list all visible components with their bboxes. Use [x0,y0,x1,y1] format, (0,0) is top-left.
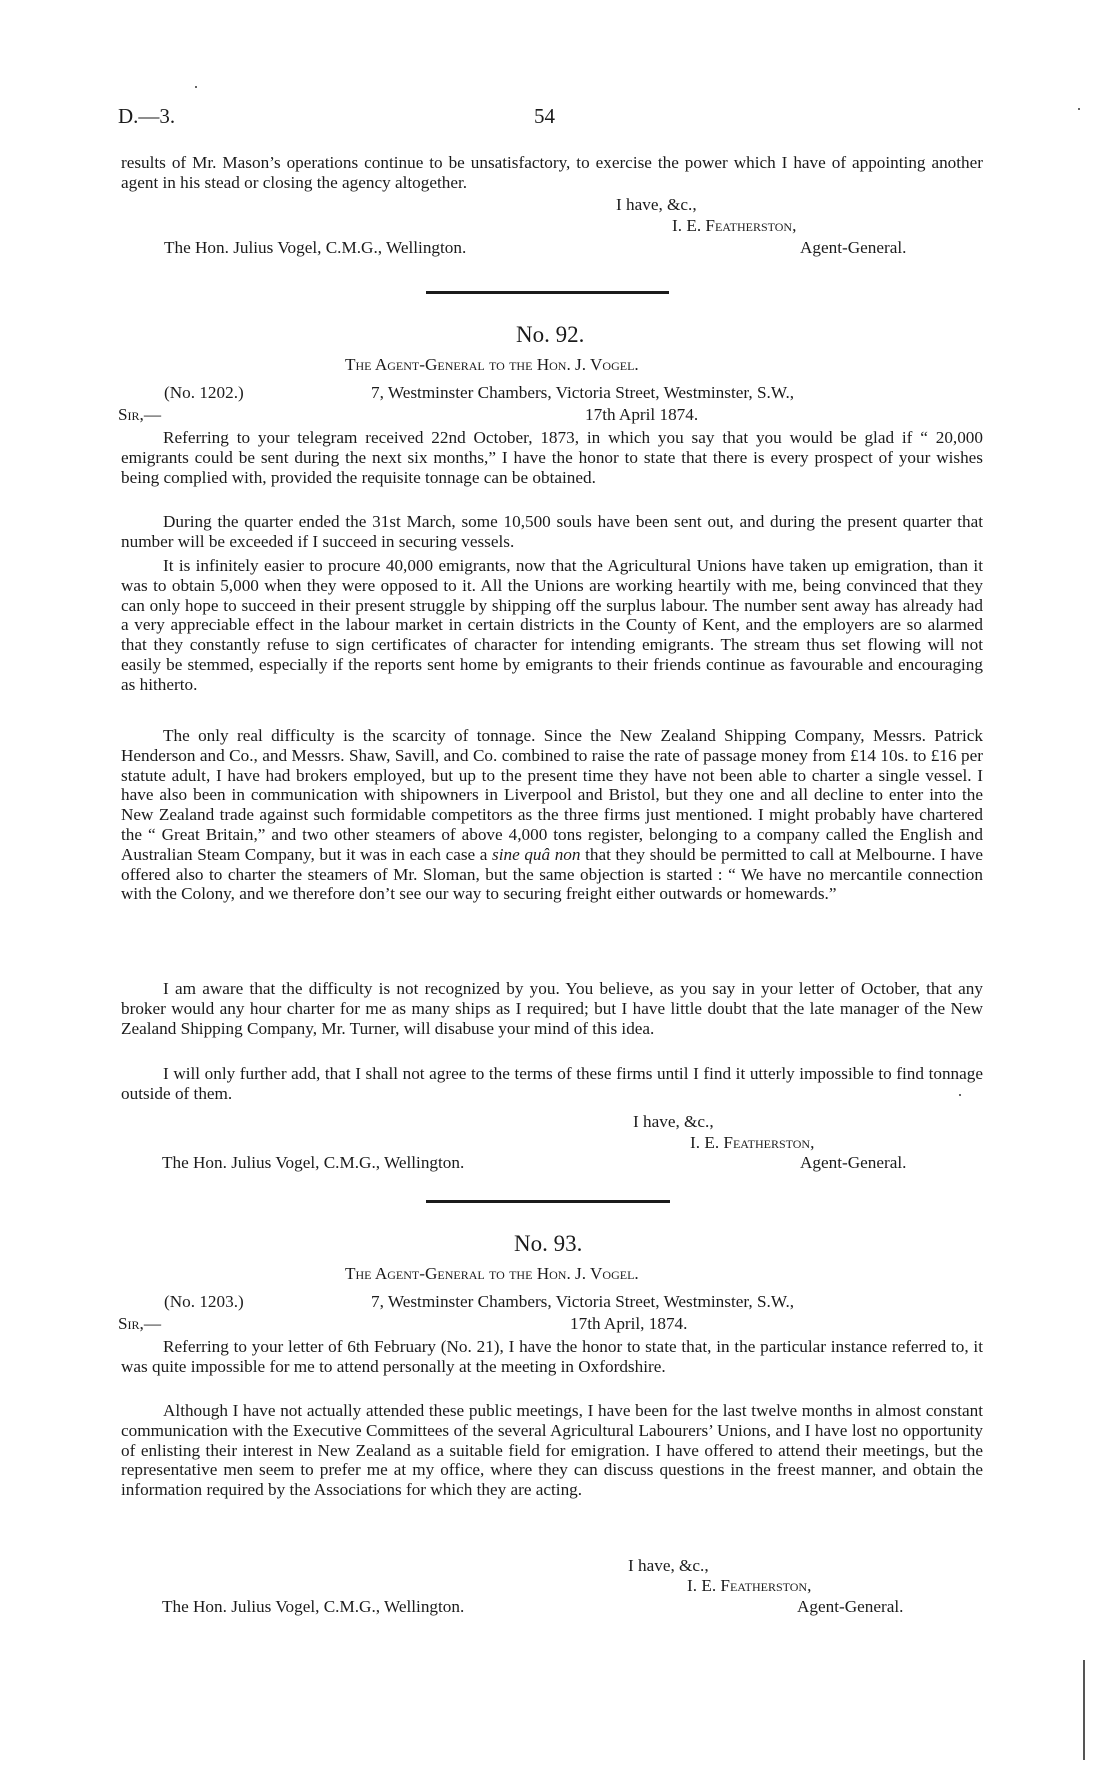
letter-92-signature-title: Agent-General. [800,1153,907,1172]
letter-92-paragraph-6: I will only further add, that I shall not agree to the terms of these firms until I find it utterly impossible to find tonnage outside of them. [121,1064,983,1103]
intro-closing: I have, &c., [616,195,697,214]
scan-speck [959,1094,961,1096]
letter-92-paragraph-3: It is infinitely easier to procure 40,000 emigrants, now that the Agricultural Unions have taken up emigration, than it was to obtain 5,000 when they were opposed to it. All the Unions are working heartily with me, being convinced that they can only hope to succeed in their present struggle by shipping off the surplus labour. The number sent away has already had a very appreciable effect in the labour market in certain districts in the County of Kent, and the employers are so alarmed that they constantly refuse to sign certificates of character for intending emigrants. The stream thus set flowing will not easily be stemmed, especially if the reports sent home by emigrants to their friends continue as favourable and encouraging as hitherto. [121,556,983,694]
letter-92-addressee: The Hon. Julius Vogel, C.M.G., Wellington. [162,1153,465,1172]
letter-92-salutation: Sir,— [118,405,162,424]
scan-speck [1078,108,1080,110]
document-code: D.—3. [118,104,176,128]
intro-signature: I. E. Featherston, [672,216,797,235]
letter-93-closing: I have, &c., [628,1556,709,1575]
letter-93-reference: (No. 1203.) [164,1292,244,1311]
letter-92-heading: The Agent-General to the Hon. J. Vogel. [345,355,639,374]
letter-93-signature: I. E. Featherston, [687,1576,812,1595]
letter-93-paragraph-2: Although I have not actually attended these public meetings, I have been for the last twelve months in almost constant communication with the Executive Committees of the several Agricultural Labourers’ Unions, and I have lost no opportunity of enlisting their interest in New Zealand as a suitable field for emigration. I have offered to attend their meetings, but the representative men seem to prefer me at my office, where they can discuss questions in the freest manner, and obtain the information required by the Associations for which they are acting. [121,1401,983,1500]
scan-edge-mark [1083,1660,1085,1760]
intro-signature-title: Agent-General. [800,238,907,257]
letter-93-addressee: The Hon. Julius Vogel, C.M.G., Wellington. [162,1597,465,1616]
letter-93-number: No. 93. [514,1231,583,1256]
page-number: 54 [534,104,555,128]
letter-92-reference: (No. 1202.) [164,383,244,402]
scan-speck [195,86,197,88]
letter-92-closing: I have, &c., [633,1112,714,1131]
letter-92-address: 7, Westminster Chambers, Victoria Street, Westminster, S.W., [371,383,795,402]
letter-93-date: 17th April, 1874. [570,1314,688,1333]
letter-93-heading: The Agent-General to the Hon. J. Vogel. [345,1264,639,1283]
letter-92-paragraph-2: During the quarter ended the 31st March, some 10,500 souls have been sent out, and during the present quarter that number will be exceeded if I succeed in securing vessels. [121,512,983,551]
letter-92-number: No. 92. [516,322,585,347]
letter-92-paragraph-4-text-after: that they should be permitted to call at Melbourne. I have offered also to charter the steamers of Mr. Sloman, but the same objection is started : “ We have no mercantile connection with the Colony, and we therefore don’t see our way to securing freight either outwards or homewards.” [121,844,984,904]
section-divider [426,291,669,294]
letter-92-paragraph-4-emphasis: sine quâ non [492,844,581,864]
intro-addressee: The Hon. Julius Vogel, C.M.G., Wellington. [164,238,467,257]
letter-93-salutation: Sir,— [118,1314,162,1333]
letter-93-paragraph-1: Referring to your letter of 6th February (No. 21), I have the honor to state that, in the particular instance referred to, it was quite impossible for me to attend personally at the meeting in Oxfordshire. [121,1337,983,1376]
letter-92-paragraph-4-text-before: The only real difficulty is the scarcity of tonnage. Since the New Zealand Shipping Company, Messrs. Patrick Henderson and Co., and Messrs. Shaw, Savill, and Co. combined to raise the rate of passage money from £14 10s. to £16 per statute adult, I have had brokers employed, but up to the present time they have not been able to charter a single vessel. I have also been in communication with shipowners in Liverpool and Bristol, but they one and all decline to enter into the New Zealand trade against such formidable competitors as the three firms just mentioned. I might probably have chartered the “ Great Britain,” and two other steamers of above 4,000 tons register, belonging to a company called the English and Australian Steam Company, but it was in each case a [121,726,983,864]
letter-93-signature-title: Agent-General. [797,1597,904,1616]
letter-92-date: 17th April 1874. [585,405,699,424]
letter-92-paragraph-5: I am aware that the difficulty is not recognized by you. You believe, as you say in your letter of October, that any broker would any hour charter for me as many ships as I required; but I have little doubt that the late manager of the New Zealand Shipping Company, Mr. Turner, will disabuse your mind of this idea. [121,979,983,1038]
letter-92-paragraph-1: Referring to your telegram received 22nd October, 1873, in which you say that you would be glad if “ 20,000 emigrants could be sent during the next six months,” I have the honor to state that there is every prospect of your wishes being complied with, provided the requisite tonnage can be obtained. [121,428,983,487]
intro-paragraph: results of Mr. Mason’s operations continue to be unsatisfactory, to exercise the power which I have of appointing another agent in his stead or closing the agency altogether. [121,153,983,192]
letter-93-address: 7, Westminster Chambers, Victoria Street, Westminster, S.W., [371,1292,795,1311]
letter-92-signature: I. E. Featherston, [690,1133,815,1152]
section-divider [426,1200,670,1203]
letter-92-paragraph-4 [121,726,983,904]
